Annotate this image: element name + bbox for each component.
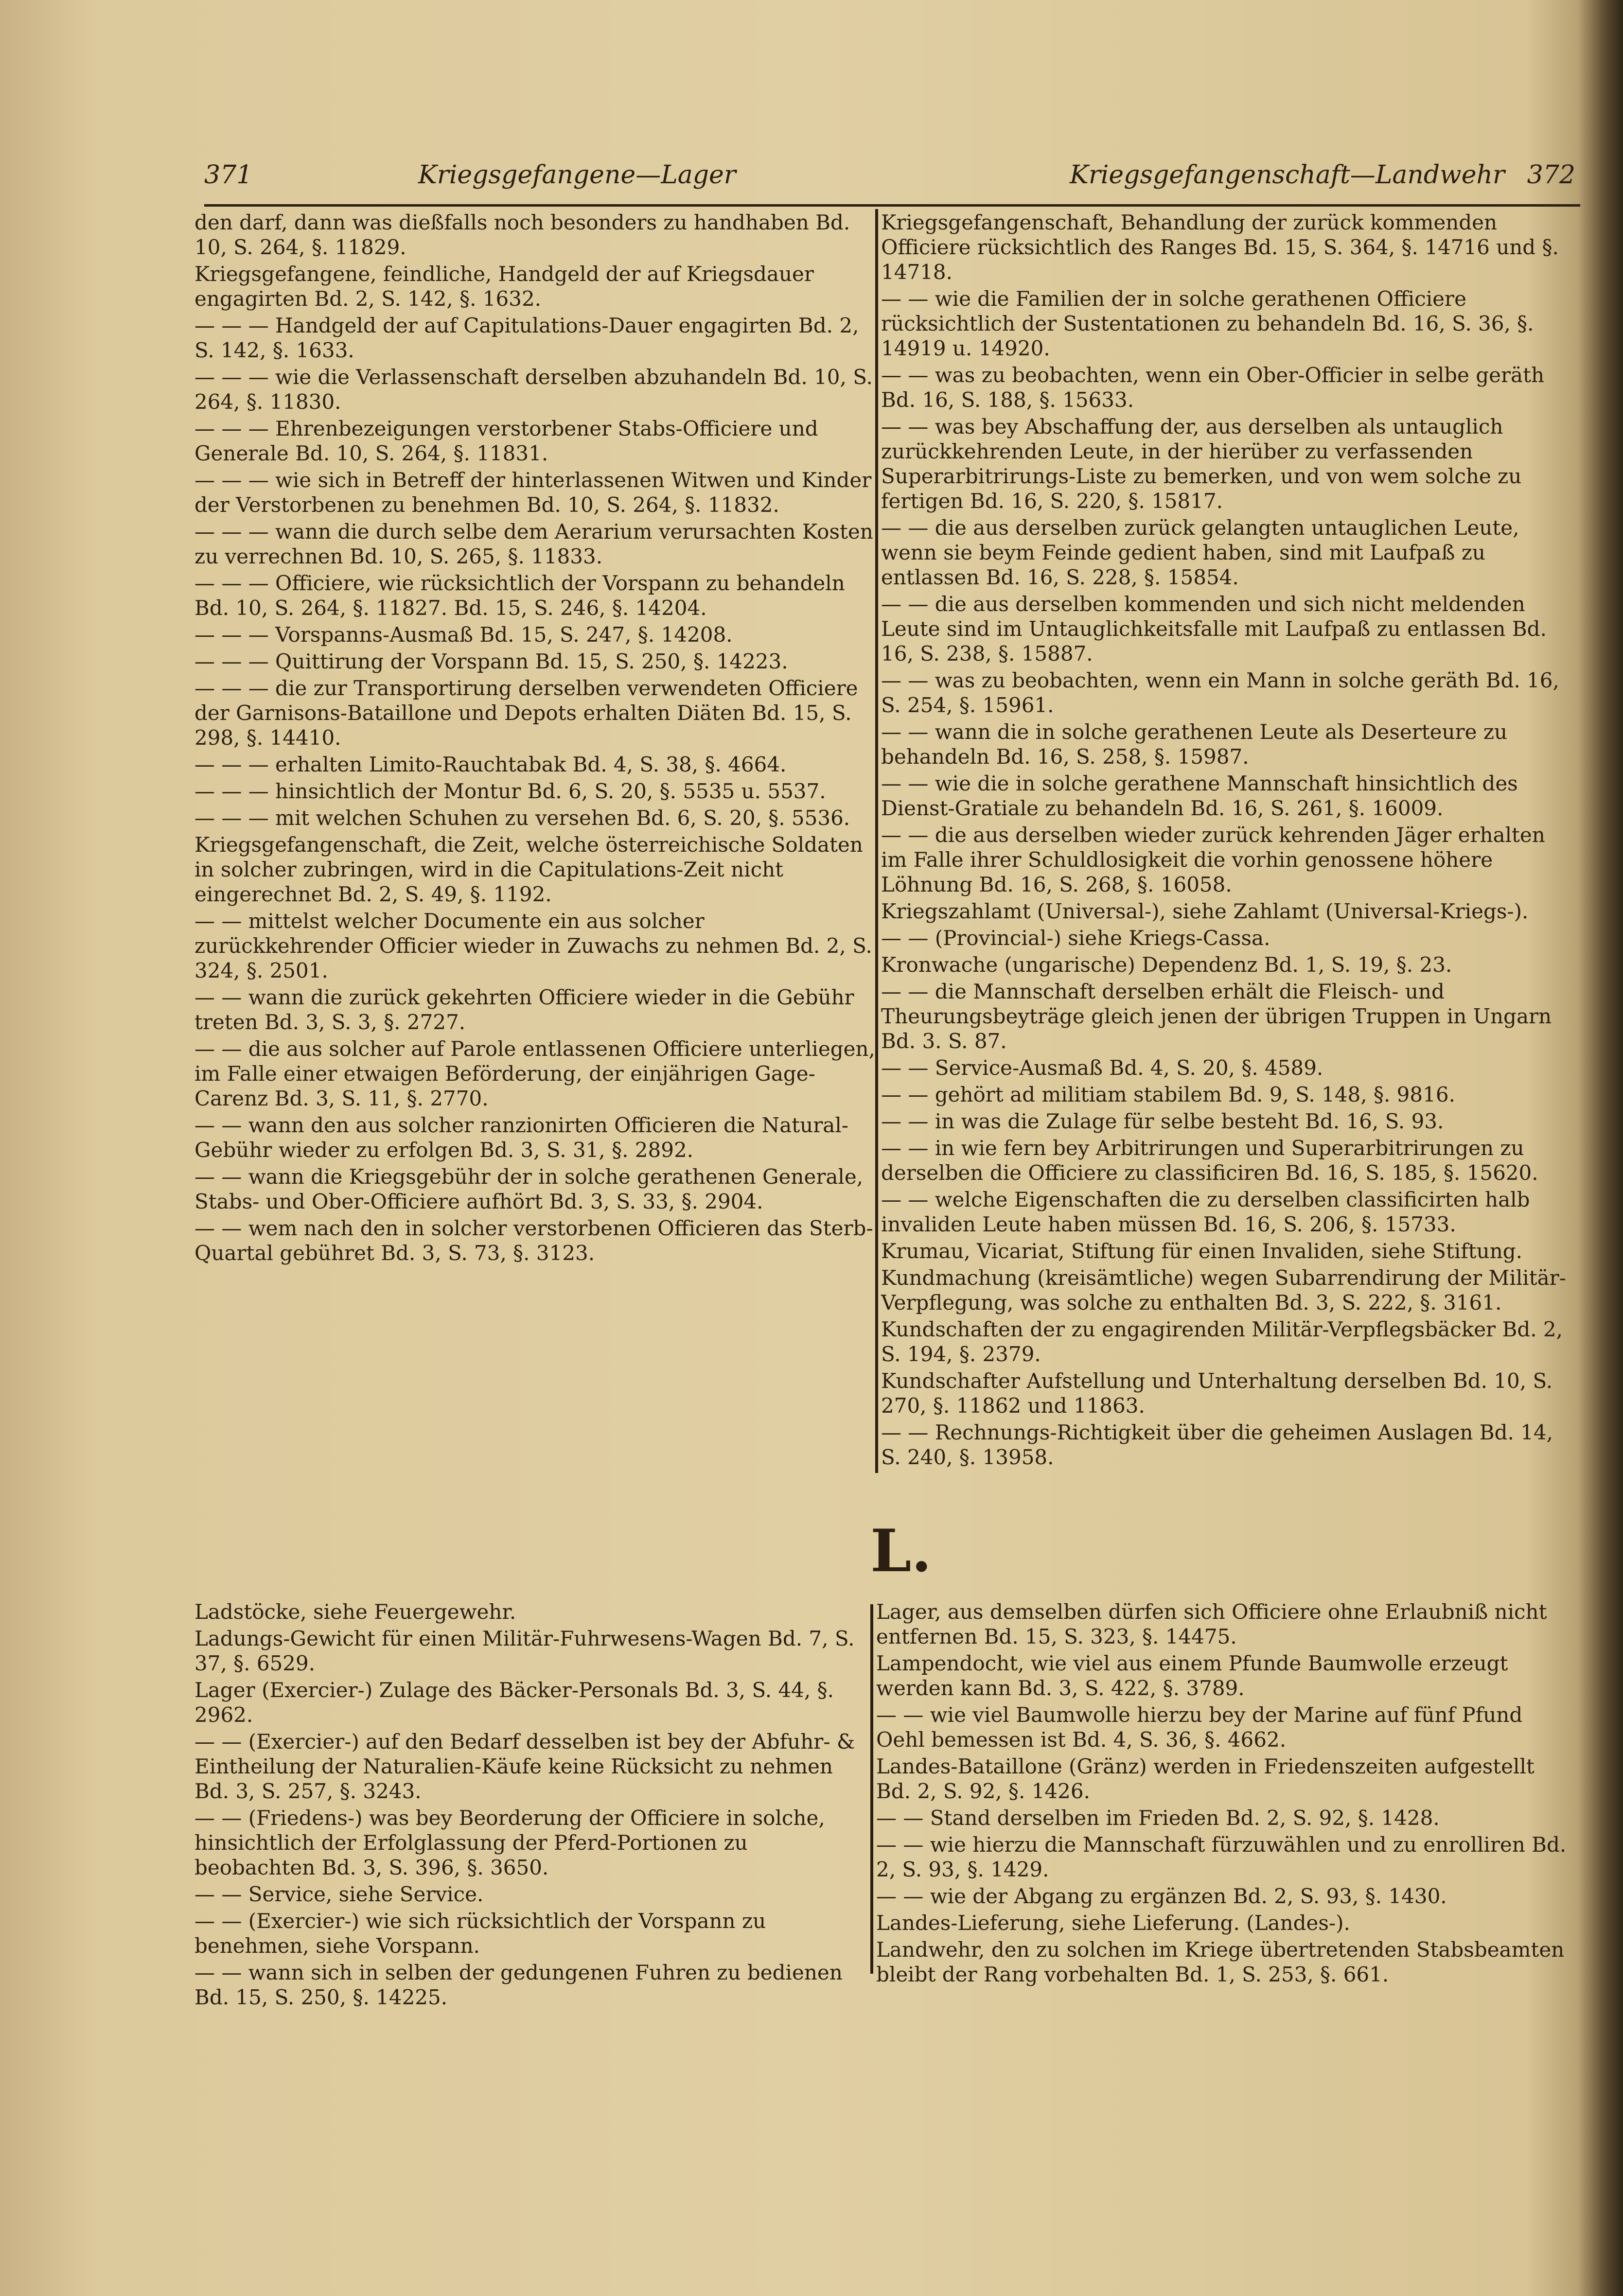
index-entry: Kriegsgefangenschaft, Behandlung der zurück kommenden Officiere rücksichtlich des Ranges Bd. 15, S. 364, §. 14716 und §. 14718. [881,210,1559,284]
index-entry: — — was zu beobachten, wenn ein Mann in solche geräth Bd. 16, S. 254, §. 15961. [881,668,1559,717]
index-entry: — — — Officiere, wie rücksichtlich der Vorspann zu behandeln Bd. 10, S. 264, §. 11827. Bd. 15, S. 246, §. 14204. [194,571,845,620]
section-letter: L. [870,1517,932,1585]
index-entry: Landes-Lieferung, siehe Lieferung. (Landes-). [876,1911,1350,1935]
index-entry: — — gehört ad militiam stabilem Bd. 9, S. 148, §. 9816. [881,1083,1455,1106]
index-entry: — — wie hierzu die Mannschaft fürzuwählen und zu enrolliren Bd. 2, S. 93, §. 1429. [876,1833,1567,1881]
index-entry: — — — Handgeld der auf Capitulations-Dauer engagirten Bd. 2, S. 142, §. 1633. [194,314,859,362]
running-title-right: Kriegsgefangenschaft—Landwehr [1070,160,1505,190]
running-header [204,160,1575,199]
index-entry: — — wann die zurück gekehrten Officiere wieder in die Gebühr treten Bd. 3, S. 3, §. 2727. [194,985,854,1034]
running-title-left: Kriegsgefangene—Lager [418,160,736,190]
index-entry: — — wie die in solche gerathene Mannschaft hinsichtlich des Dienst-Gratiale zu behandeln Bd. 16, S. 261, §. 16009. [881,771,1518,820]
index-entry: Krumau, Vicariat, Stiftung für einen Invaliden, siehe Stiftung. [881,1239,1523,1263]
index-entry: — — — Vorspanns-Ausmaß Bd. 15, S. 247, §. 14208. [194,623,733,647]
index-entry: Kriegsgefangene, feindliche, Handgeld der auf Kriegsdauer engagirten Bd. 2, S. 142, §. 1632. [194,262,814,311]
index-entry: — — — Ehrenbezeigungen verstorbener Stabs-Officiere und Generale Bd. 10, S. 264, §. 11831. [194,417,818,465]
right-column-bottom [876,1599,1571,1989]
index-entry: — — wie der Abgang zu ergänzen Bd. 2, S. 93, §. 1430. [876,1884,1447,1908]
right-column-top [881,210,1571,1472]
index-entry: Lager, aus demselben dürfen sich Officiere ohne Erlaubniß nicht entfernen Bd. 15, S. 323, §. 14475. [876,1600,1547,1648]
index-entry: Kundmachung (kreisämtliche) wegen Subarrendirung der Militär-Verpflegung, was solche zu enthalten Bd. 3, S. 222, §. 3161. [881,1266,1566,1315]
index-entry: — — (Exercier-) auf den Bedarf desselben ist bey der Abfuhr- & Eintheilung der Naturalien-Käufe keine Rücksicht zu nehmen Bd. 3, S. 257, §. 3243. [194,1730,855,1803]
index-entry: Ladungs-Gewicht für einen Militär-Fuhrwesens-Wagen Bd. 7, S. 37, §. 6529. [194,1627,855,1675]
index-entry: — — in wie fern bey Arbitrirungen und Superarbitrirungen zu derselben die Officiere zu classificiren Bd. 16, S. 185, §. 15620. [881,1136,1538,1185]
index-entry: — — — wie sich in Betreff der hinterlassenen Witwen und Kinder der Verstorbenen zu benehmen Bd. 10, S. 264, §. 11832. [194,468,872,517]
index-entry: — — — Quittirung der Vorspann Bd. 15, S. 250, §. 14223. [194,649,788,673]
index-entry: Ladstöcke, siehe Feuergewehr. [194,1600,516,1624]
index-entry: den darf, dann was dießfalls noch besonders zu handhaben Bd. 10, S. 264, §. 11829. [194,210,850,259]
book-gutter [1579,0,1623,2296]
index-entry: — — Rechnungs-Richtigkeit über die geheimen Auslagen Bd. 14, S. 240, §. 13958. [881,1420,1553,1469]
index-entry: Lager (Exercier-) Zulage des Bäcker-Personals Bd. 3, S. 44, §. 2962. [194,1678,834,1727]
index-entry: Kronwache (ungarische) Dependenz Bd. 1, S. 19, §. 23. [881,953,1452,977]
index-entry: — — was bey Abschaffung der, aus derselben als untauglich zurückkehrenden Leute, in der hierüber zu verfassenden Superarbitrirungs-Liste zu bemerken, und von wem solche zu fertigen Bd. 16, S. 220, §. 15817. [881,415,1522,513]
index-entry: — — welche Eigenschaften die zu derselben classificirten halb invaliden Leute haben müssen Bd. 16, S. 206, §. 15733. [881,1188,1530,1236]
index-entry: — — wann sich in selben der gedungenen Fuhren zu bedienen Bd. 15, S. 250, §. 14225. [194,1961,843,2009]
index-entry: — — (Provincial-) siehe Kriegs-Cassa. [881,926,1270,950]
index-entry: — — — die zur Transportirung derselben verwendeten Officiere der Garnisons-Bataillone und Depots erhalten Diäten Bd. 15, S. 298, §. 14410. [194,676,858,750]
index-entry: — — — wie die Verlassenschaft derselben abzuhandeln Bd. 10, S. 264, §. 11830. [194,365,873,414]
index-entry: Landwehr, den zu solchen im Kriege übertretenden Stabsbeamten bleibt der Rang vorbehalten Bd. 1, S. 253, §. 661. [876,1938,1565,1986]
page-number-right: 372 [1527,160,1575,190]
index-entry: Lampendocht, wie viel aus einem Pfunde Baumwolle erzeugt werden kann Bd. 3, S. 422, §. 3789. [876,1651,1508,1700]
index-entry: — — wem nach den in solcher verstorbenen Officieren das Sterb-Quartal gebühret Bd. 3, S. 73, §. 3123. [194,1216,873,1265]
index-entry: — — Service, siehe Service. [194,1882,484,1906]
left-column-top [194,210,875,1267]
index-entry: — — die aus derselben wieder zurück kehrenden Jäger erhalten im Falle ihrer Schuldlosigkeit die vorhin genossene höhere Löhnung Bd. 16, S. 268, §. 16058. [881,823,1545,896]
index-entry: Landes-Bataillone (Gränz) werden in Friedenszeiten aufgestellt Bd. 2, S. 92, §. 1426. [876,1754,1535,1803]
page-number-left: 371 [204,160,253,190]
index-entry: — — wie die Familien der in solche gerathenen Officiere rücksichtlich der Sustentationen zu behandeln Bd. 16, S. 36, §. 14919 u. 14920. [881,287,1534,360]
index-entry: — — in was die Zulage für selbe besteht Bd. 16, S. 93. [881,1109,1444,1133]
index-entry: — — — erhalten Limito-Rauchtabak Bd. 4, S. 38, §. 4664. [194,753,787,776]
index-entry: — — mittelst welcher Documente ein aus solcher zurückkehrender Officier wieder in Zuwachs zu nehmen Bd. 2, S. 324, §. 2501. [194,909,872,982]
index-entry: — — (Friedens-) was bey Beorderung der Officiere in solche, hinsichtlich der Erfolglassung der Pferd-Portionen zu beobachten Bd. 3, S. 396, §. 3650. [194,1806,825,1879]
index-entry: Kriegsgefangenschaft, die Zeit, welche österreichische Soldaten in solcher zubringen, wird in die Capitulations-Zeit nicht eingerechnet Bd. 2, S. 49, §. 1192. [194,833,863,906]
header-rule [204,204,1580,207]
index-entry: — — wann die Kriegsgebühr der in solche gerathenen Generale, Stabs- und Ober-Officiere aufhört Bd. 3, S. 33, §. 2904. [194,1165,864,1213]
index-entry: — — Stand derselben im Frieden Bd. 2, S. 92, §. 1428. [876,1806,1440,1830]
index-entry: Kriegszahlamt (Universal-), siehe Zahlamt (Universal-Kriegs-). [881,899,1529,923]
index-entry: — — (Exercier-) wie sich rücksichtlich der Vorspann zu benehmen, siehe Vorspann. [194,1909,766,1958]
index-entry: Kundschafter Aufstellung und Unterhaltung derselben Bd. 10, S. 270, §. 11862 und 11863. [881,1369,1553,1418]
index-entry: — — die aus solcher auf Parole entlassenen Officiere unterliegen, im Falle einer etwaigen Beförderung, der einjährigen Gage-Carenz Bd. 3, S. 11, §. 2770. [194,1037,875,1110]
index-entry: — — wie viel Baumwolle hierzu bey der Marine auf fünf Pfund Oehl bemessen ist Bd. 4, S. 36, §. 4662. [876,1703,1523,1752]
index-entry: — — — mit welchen Schuhen zu versehen Bd. 6, S. 20, §. 5536. [194,806,850,830]
index-entry: — — wann den aus solcher ranzionirten Officieren die Natural-Gebühr wieder zu erfolgen Bd. 3, S. 31, §. 2892. [194,1113,848,1162]
column-divider-top [875,209,878,1473]
index-entry: — — wann die in solche gerathenen Leute als Deserteure zu behandeln Bd. 16, S. 258, §. 15987. [881,720,1508,769]
index-entry: — — die aus derselben zurück gelangten untauglichen Leute, wenn sie beym Feinde gedient haben, sind mit Laufpaß zu entlassen Bd. 16, S. 228, §. 15854. [881,516,1519,589]
index-entry: — — die Mannschaft derselben erhält die Fleisch- und Theurungsbeyträge gleich jenen der übrigen Truppen in Ungarn Bd. 3. S. 87. [881,980,1552,1053]
index-entry: — — — wann die durch selbe dem Aerarium verursachten Kosten zu verrechnen Bd. 10, S. 265, §. 11833. [194,520,873,568]
index-entry: Kundschaften der zu engagirenden Militär-Verpflegsbäcker Bd. 2, S. 194, §. 2379. [881,1317,1563,1366]
index-entry: — — — hinsichtlich der Montur Bd. 6, S. 20, §. 5535 u. 5537. [194,779,826,803]
index-entry: — — die aus derselben kommenden und sich nicht meldenden Leute sind im Untauglichkeitsfalle mit Laufpaß zu entlassen Bd. 16, S. 238, §. 15887. [881,592,1547,666]
index-entry: — — Service-Ausmaß Bd. 4, S. 20, §. 4589. [881,1056,1323,1080]
index-entry: — — was zu beobachten, wenn ein Ober-Officier in selbe geräth Bd. 16, S. 188, §. 15633. [881,363,1545,412]
column-divider-bottom [870,1604,873,1974]
left-column-bottom [194,1599,870,2012]
